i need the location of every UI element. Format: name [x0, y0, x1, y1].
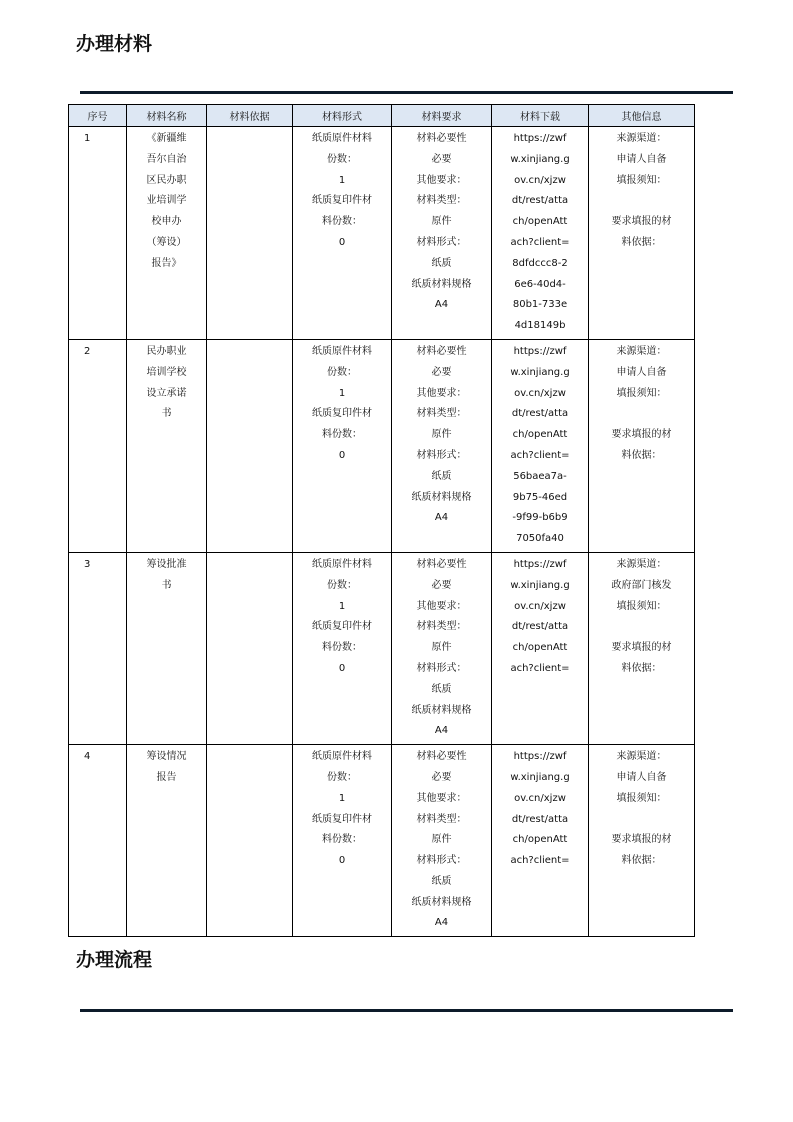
section-divider-bottom	[80, 1009, 733, 1012]
cell-text-line: 纸质复印件材	[312, 813, 372, 825]
cell-text-line: 区民办职	[146, 174, 187, 186]
cell-text-line: 设立承诺	[146, 387, 187, 399]
cell-text-line: 纸质复印件材	[312, 408, 372, 420]
cell-text-line: 原件	[431, 834, 452, 846]
cell-text-line: ch/openAtt	[512, 834, 568, 846]
column-header: 材料名称	[127, 105, 207, 127]
cell-text-line: 校申办	[151, 216, 182, 228]
cell-text-line: 业培训学	[146, 195, 187, 207]
other-info-cell	[589, 552, 695, 744]
cell-text-line: （筹设）	[146, 236, 187, 248]
cell-text-line: 必要	[431, 771, 452, 783]
cell-text-line: 材料类型：	[416, 813, 467, 825]
cell-text-line: ov.cn/xjzw	[514, 792, 566, 804]
cell-text-line: 来源渠道：	[616, 345, 667, 357]
table-header-row	[69, 105, 695, 127]
cell-text-line	[589, 191, 694, 212]
cell-text-line: 纸质	[431, 257, 452, 269]
material-requirement-cell	[392, 745, 492, 937]
material-basis-cell	[207, 127, 293, 340]
cell-text-line: A4	[434, 299, 449, 311]
cell-text-line: 1	[338, 387, 346, 399]
material-download-cell	[492, 745, 589, 937]
material-requirement-cell	[392, 127, 492, 340]
cell-text-line: 1	[338, 792, 346, 804]
cell-text-line: 必要	[431, 153, 452, 165]
cell-text-line: ach?client=	[510, 662, 570, 674]
other-info-cell	[589, 339, 695, 552]
cell-text-line	[589, 404, 694, 425]
cell-text-line: 纸质原件材料	[312, 345, 372, 357]
cell-text-line: 材料类型：	[416, 195, 467, 207]
column-header: 材料形式	[293, 105, 392, 127]
cell-text-line: 填报须知：	[616, 792, 667, 804]
cell-text-line: https://zwf	[513, 558, 567, 570]
material-basis-cell	[207, 745, 293, 937]
cell-text-line: 4d18149b	[514, 320, 566, 332]
cell-text-line: 料份数：	[322, 429, 362, 441]
column-header: 材料下载	[492, 105, 589, 127]
materials-table	[68, 104, 695, 937]
cell-text-line: ov.cn/xjzw	[514, 600, 566, 612]
cell-text-line: 料依据：	[621, 236, 662, 248]
column-header: 材料要求	[392, 105, 492, 127]
cell-text-line: 纸质材料规格	[411, 491, 472, 503]
material-name-cell	[127, 339, 207, 552]
column-header: 序号	[69, 105, 127, 127]
table-row	[69, 127, 695, 340]
cell-text-line: ach?client=	[510, 449, 570, 461]
cell-text-line: 材料形式：	[416, 236, 467, 248]
cell-text-line: 筹设批准	[146, 558, 187, 570]
cell-text-line: 必要	[431, 366, 452, 378]
cell-text-line: 来源渠道：	[616, 751, 667, 763]
cell-text-line: 份数：	[327, 579, 357, 591]
cell-text-line: ov.cn/xjzw	[514, 174, 566, 186]
cell-text-line: 料依据：	[621, 662, 662, 674]
cell-text-line: 要求填报的材	[611, 834, 672, 846]
cell-text-line: w.xinjiang.g	[510, 366, 570, 378]
material-download-cell	[492, 552, 589, 744]
cell-text-line: 民办职业	[146, 345, 187, 357]
row-number-cell: 2	[69, 339, 127, 552]
cell-text-line: 料依据：	[621, 449, 662, 461]
cell-text-line: 纸质材料规格	[411, 704, 472, 716]
cell-text-line: 要求填报的材	[611, 216, 672, 228]
column-header: 其他信息	[589, 105, 695, 127]
cell-text-line: 填报须知：	[616, 174, 667, 186]
cell-text-line: 原件	[431, 642, 452, 654]
cell-text-line: 56baea7a-	[513, 470, 567, 482]
material-form-cell	[293, 745, 392, 937]
table-row	[69, 745, 695, 937]
cell-text-line: 申请人自备	[616, 153, 667, 165]
material-basis-cell	[207, 552, 293, 744]
cell-text-line: 纸质	[431, 875, 452, 887]
cell-text-line: 材料类型：	[416, 408, 467, 420]
cell-text-line: dt/rest/atta	[511, 621, 569, 633]
cell-text-line: dt/rest/atta	[511, 195, 569, 207]
cell-text-line: 纸质原件材料	[312, 133, 372, 144]
cell-text-line: 其他要求：	[416, 792, 467, 804]
cell-text-line: 要求填报的材	[611, 429, 672, 441]
cell-text-line: 80b1-733e	[512, 299, 568, 311]
cell-text-line: -9f99-b6b9	[512, 512, 568, 524]
cell-text-line: 料份数：	[322, 216, 362, 228]
cell-text-line: ch/openAtt	[512, 216, 568, 228]
cell-text-line: dt/rest/atta	[511, 813, 569, 825]
cell-text-line: ov.cn/xjzw	[514, 387, 566, 399]
cell-text-line: 申请人自备	[616, 771, 667, 783]
cell-text-line: A4	[434, 917, 449, 929]
cell-text-line: 筹设情况	[146, 751, 187, 763]
cell-text-line: 9b75-46ed	[512, 491, 568, 503]
cell-text-line: ach?client=	[510, 855, 570, 867]
cell-text-line: 来源渠道：	[616, 133, 667, 144]
cell-text-line: dt/rest/atta	[511, 408, 569, 420]
cell-text-line: 填报须知：	[616, 387, 667, 399]
cell-text-line: 《新疆维	[146, 133, 187, 144]
material-form-cell	[293, 127, 392, 340]
cell-text-line: 材料必要性	[416, 345, 467, 357]
cell-text-line: 来源渠道：	[616, 558, 667, 570]
cell-text-line: 其他要求：	[416, 600, 467, 612]
material-name-cell	[127, 745, 207, 937]
section-divider	[80, 91, 733, 94]
table-row	[69, 552, 695, 744]
cell-text-line: 纸质材料规格	[411, 896, 472, 908]
cell-text-line: 材料必要性	[416, 133, 467, 144]
cell-text-line: 纸质材料规格	[411, 278, 472, 290]
cell-text-line: 原件	[431, 216, 452, 228]
cell-text-line: 报告》	[151, 257, 182, 269]
cell-text-line: https://zwf	[513, 345, 567, 357]
cell-text-line: 申请人自备	[616, 366, 667, 378]
cell-text-line: 纸质复印件材	[312, 621, 372, 633]
row-number-cell: 3	[69, 552, 127, 744]
cell-text-line: 原件	[431, 429, 452, 441]
process-section-title: 办理流程	[76, 949, 153, 971]
row-number-cell: 4	[69, 745, 127, 937]
material-requirement-cell	[392, 339, 492, 552]
table-body	[69, 127, 695, 937]
materials-section-title: 办理材料	[76, 33, 153, 55]
cell-text-line: 料份数：	[322, 834, 362, 846]
cell-text-line: 0	[338, 855, 346, 867]
cell-text-line: 材料必要性	[416, 751, 467, 763]
material-form-cell	[293, 552, 392, 744]
cell-text-line: 培训学校	[146, 366, 187, 378]
cell-text-line: 材料形式：	[416, 662, 467, 674]
cell-text-line: A4	[434, 512, 449, 524]
other-info-cell	[589, 745, 695, 937]
cell-text-line: 0	[338, 662, 346, 674]
cell-text-line: 填报须知：	[616, 600, 667, 612]
cell-text-line	[589, 810, 694, 831]
cell-text-line: 份数：	[327, 366, 357, 378]
cell-text-line: 材料形式：	[416, 855, 467, 867]
table-row	[69, 339, 695, 552]
cell-text-line: 份数：	[327, 153, 357, 165]
cell-text-line: 6e6-40d4-	[514, 278, 566, 290]
cell-text-line: 7050fa40	[516, 533, 564, 545]
cell-text-line: 纸质原件材料	[312, 558, 372, 570]
row-number-cell: 1	[69, 127, 127, 340]
cell-text-line: 纸质复印件材	[312, 195, 372, 207]
cell-text-line: 吾尔自治	[146, 153, 187, 165]
cell-text-line: 0	[338, 236, 346, 248]
cell-text-line: 材料类型：	[416, 621, 467, 633]
cell-text-line: 材料必要性	[416, 558, 467, 570]
cell-text-line: w.xinjiang.g	[510, 771, 570, 783]
cell-text-line: ach?client=	[510, 236, 570, 248]
cell-text-line: w.xinjiang.g	[510, 153, 570, 165]
cell-text-line: 料依据：	[621, 855, 662, 867]
material-basis-cell	[207, 339, 293, 552]
cell-text-line: ch/openAtt	[512, 642, 568, 654]
material-name-cell	[127, 127, 207, 340]
cell-text-line: 其他要求：	[416, 387, 467, 399]
material-name-cell	[127, 552, 207, 744]
column-header: 材料依据	[207, 105, 293, 127]
material-download-cell	[492, 339, 589, 552]
cell-text-line: ch/openAtt	[512, 429, 568, 441]
cell-text-line: 报告	[156, 771, 177, 783]
cell-text-line: 纸质	[431, 683, 452, 695]
cell-text-line: 份数：	[327, 771, 357, 783]
cell-text-line	[589, 617, 694, 638]
cell-text-line: 1	[338, 174, 346, 186]
cell-text-line: https://zwf	[513, 751, 567, 763]
cell-text-line: 书	[161, 408, 172, 420]
cell-text-line: A4	[434, 725, 449, 737]
cell-text-line: https://zwf	[513, 133, 567, 144]
cell-text-line: 要求填报的材	[611, 642, 672, 654]
cell-text-line: 必要	[431, 579, 452, 591]
cell-text-line: 纸质原件材料	[312, 751, 372, 763]
material-form-cell	[293, 339, 392, 552]
cell-text-line: 政府部门核发	[611, 579, 672, 591]
cell-text-line: 材料形式：	[416, 449, 467, 461]
material-download-cell	[492, 127, 589, 340]
material-requirement-cell	[392, 552, 492, 744]
cell-text-line: w.xinjiang.g	[510, 579, 570, 591]
cell-text-line: 书	[161, 579, 172, 591]
cell-text-line: 0	[338, 449, 346, 461]
cell-text-line: 1	[338, 600, 346, 612]
cell-text-line: 其他要求：	[416, 174, 467, 186]
cell-text-line: 料份数：	[322, 642, 362, 654]
cell-text-line: 纸质	[431, 470, 452, 482]
cell-text-line: 8dfdccc8-2	[512, 257, 568, 269]
other-info-cell	[589, 127, 695, 340]
